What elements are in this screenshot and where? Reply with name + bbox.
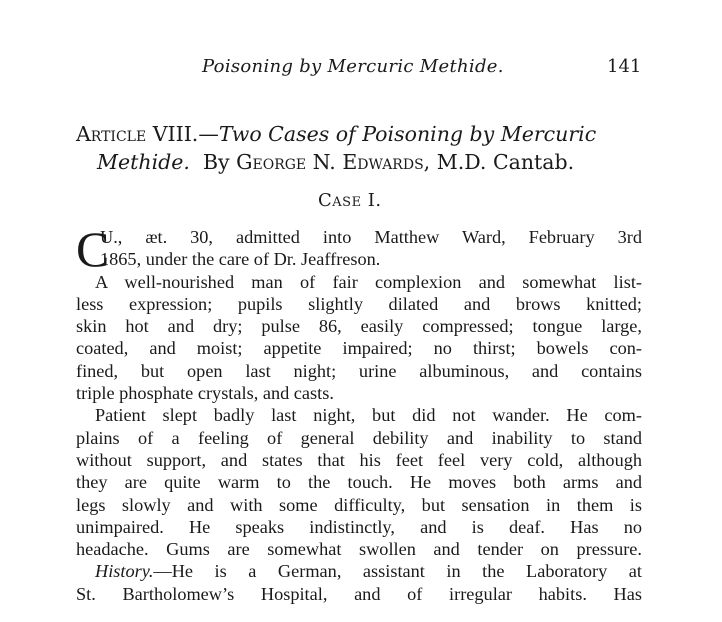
text-line: less expression; pupils slightly dilated and brows knitted;: [76, 293, 642, 314]
body-text: [76, 221, 642, 605]
article-heading-line-1: [76, 120, 656, 148]
byline-by: By: [202, 150, 230, 174]
text-line: A well-nourished man of fair complexion and somewhat list-: [95, 271, 642, 292]
text-line: 1865, under the care of Dr. Jeaffreson.: [100, 249, 381, 270]
text-line: Patient slept badly last night, but did not wander. He com-: [95, 405, 642, 426]
text-line: legs slowly and with some difficulty, but sensation in them is: [76, 494, 642, 515]
history-text: —He is a German, assistant in the Laboratory at: [153, 561, 642, 582]
history-label: History.: [95, 561, 154, 582]
text-line: [76, 560, 642, 582]
text-line: they are quite warm to the touch. He moves both arms and: [76, 472, 642, 493]
drop-cap: C: [76, 221, 110, 277]
case-heading: Case I.: [318, 190, 382, 211]
article-title-part-1: Two Cases of Poisoning by Mercuric: [218, 122, 597, 146]
article-dash: —: [198, 122, 219, 146]
text-line: headache. Gums are somewhat swollen and tender on pressure.: [76, 539, 642, 560]
text-line: St. Bartholomew’s Hospital, and of irregular habits. Has: [76, 583, 642, 604]
text-line: unimpaired. He speaks indistinctly, and is deaf. Has no: [76, 516, 642, 537]
article-heading-line-2: [76, 148, 656, 176]
running-head: [0, 56, 722, 82]
text-line: fined, but open last night; urine albuminous, and contains: [76, 360, 642, 381]
text-line: skin hot and dry; pulse 86, easily compressed; tongue large,: [76, 316, 642, 337]
author-credentials: , M.D. Cantab.: [423, 150, 575, 174]
article-label: Article VIII.: [76, 122, 199, 146]
page-number: 141: [607, 56, 642, 77]
text-line: plains of a feeling of general debility and inability to stand: [76, 427, 642, 448]
text-line: triple phosphate crystals, and casts.: [76, 383, 334, 404]
text-line: without support, and states that his feet feel very cold, although: [76, 449, 642, 470]
running-title: Poisoning by Mercuric Methide.: [202, 56, 504, 77]
author-name: George N. Edwards: [236, 150, 424, 174]
article-title-part-2: Methide.: [97, 150, 190, 174]
text-line: U., æt. 30, admitted into Matthew Ward, February 3rd: [100, 227, 642, 247]
article-heading: [76, 120, 656, 176]
text-line: coated, and moist; appetite impaired; no thirst; bowels con-: [76, 338, 642, 359]
